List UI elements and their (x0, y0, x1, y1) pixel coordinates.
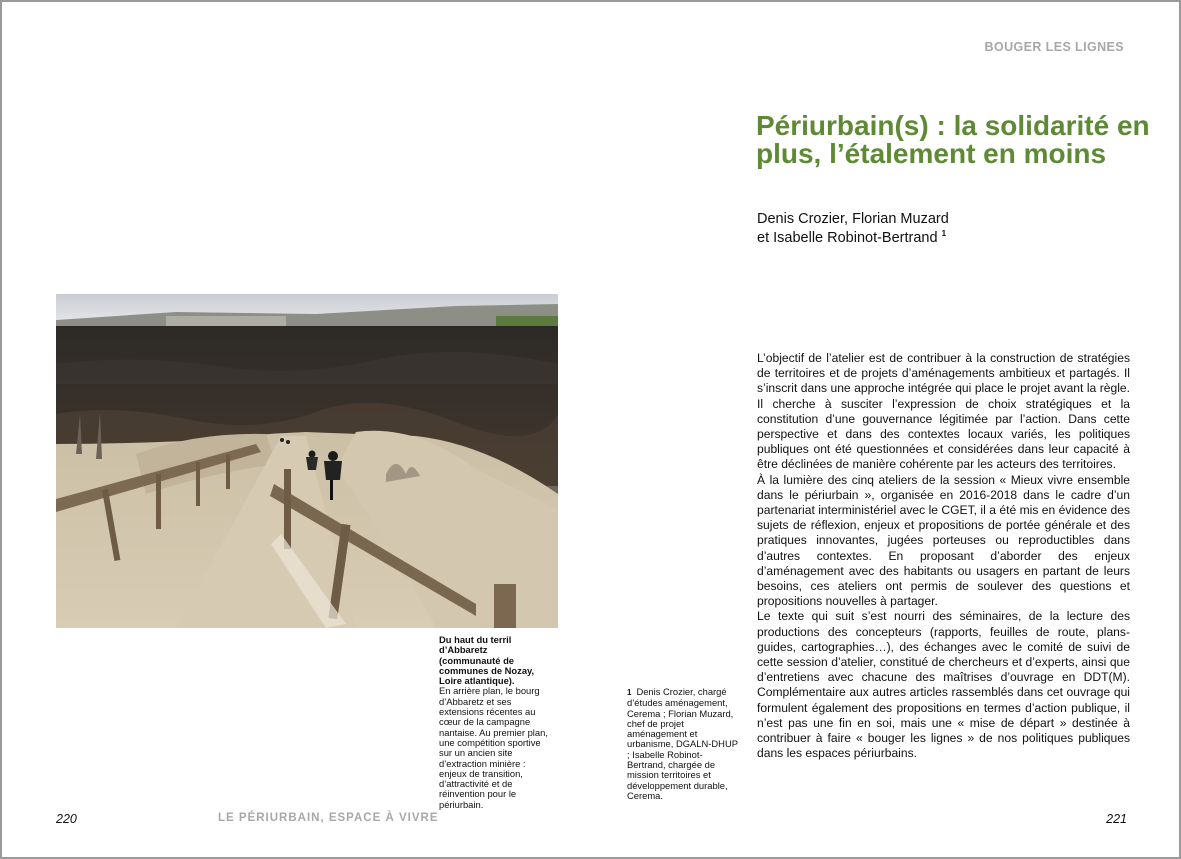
body-paragraph: Le texte qui suit s’est nourri des séminaires, de la lecture des productions des concepteurs (rapports, feuilles de route, plans-guides, cartographies…), des échanges avec le comité de suivi de cette session d’atelier, constitué de chercheurs et d’experts, ainsi que d’entretiens avec chacune des maîtrises d’ouvrage en DDT(M). Complémentaire aux autres articles rassemblés dans cet ouvrage qui formulent également des propositions en termes d’action publique, il n’est pas une fin en soi, mais une « mise de départ » destinée à contribuer à faire « bouger les lignes » de nos politiques publiques dans les espaces périurbains. (757, 609, 1130, 761)
terril-photo (56, 294, 558, 628)
running-title: LE PÉRIURBAIN, ESPACE À VIVRE (218, 812, 439, 824)
article-body (757, 351, 1130, 761)
body-paragraph: L’objectif de l’atelier est de contribuer à la construction de stratégies de territoires et de projets d’aménagements ambitieux et partagés. Il s’inscrit dans une approche intégrée qui place le projet avant la règle. Il cherche à susciter l’expression de choix stratégiques et la constitution d’une gouvernance légitimée par l’action. Dans cette perspective et dans des contextes locaux variés, les politiques publiques ont été questionnées et considérées dans leur capacité à être déclinées de manière cohérente par les acteurs des territoires. (757, 351, 1130, 472)
caption-body: En arrière plan, le bourg d’Abbaretz et ses extensions récentes au cœur de la campagne nantaise. Au premier plan, une compétition sportive sur un ancien site d’extraction minière : enjeux de transition, d’attractivité et de réinvention pour le périurbain. (439, 685, 548, 810)
article-authors (757, 210, 1057, 248)
caption-title: Du haut du terril d’Abbaretz (communauté de communes de Nozay, Loire atlantique). (439, 634, 535, 687)
section-tag: BOUGER LES LIGNES (984, 40, 1124, 54)
page-number-right: 221 (1106, 812, 1127, 826)
footnote-text: Denis Crozier, chargé d’études aménagement, Cerema ; Florian Muzard, chef de projet aménagement et urbanisme, DGALN-DHUP ; Isabelle Robinot-Bertrand, chargée de mission territoires et développement durable, Cerema. (627, 686, 738, 801)
body-paragraph: À la lumière des cinq ateliers de la session « Mieux vivre ensemble dans le périurbain », organisée en 2016-2018 dans le cadre d’un partenariat interministériel avec le CGET, il a été mis en évidence des sujets de réflexion, enjeux et propositions de portée générale et des pratiques innovantes, jugées porteuses ou reproductibles dans d’autres contextes. En proposant d’aborder des enjeux d’aménagement avec des habitants ou usagers en partant de leurs besoins, ces ateliers ont permis de soulever des questions et propositions nouvelles à partager. (757, 472, 1130, 609)
article-title: Périurbain(s) : la solidarité en plus, l’étalement en moins (756, 110, 1150, 169)
footnote-mark: 1 (627, 688, 632, 697)
footnote (627, 687, 739, 801)
authors-footnote-mark: 1 (941, 229, 947, 239)
authors-line-2: et Isabelle Robinot-Bertrand (757, 230, 938, 246)
photo-caption (439, 635, 551, 810)
authors-line-1: Denis Crozier, Florian Muzard (757, 211, 949, 227)
page-number-left: 220 (56, 812, 77, 826)
